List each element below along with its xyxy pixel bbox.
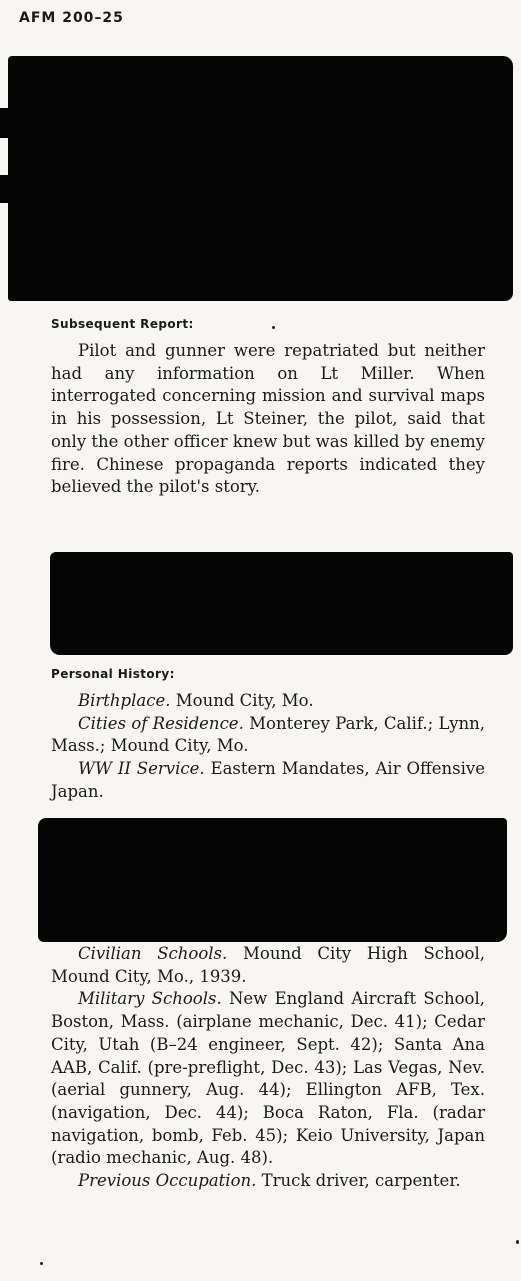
occupation-value: Truck driver, carpenter.: [261, 1171, 461, 1191]
section-label-subsequent-report: Subsequent Report:: [51, 317, 194, 331]
birthplace-value: Mound City, Mo.: [175, 691, 314, 710]
page-header: AFM 200–25: [19, 10, 124, 26]
cities-value: Monterey Park, Calif.; Lynn, Mass.; Mound City, Mo.: [51, 713, 486, 756]
civilian-term: Civilian Schools.: [78, 944, 228, 963]
military-value: New England Aircraft School, Boston, Mass. (airplane mechanic, Dec. 41); Cedar City, Utah (B–24 engineer, Sept. 42); Santa Ana AAB, Calif. (pre-preflight, Dec. 43); Las Vegas, Nev. (aerial gunnery, Aug. 44); Ellington AFB, Tex. (navigation, Dec. 44); Boca Raton, Fla. (radar navigation, bomb, Feb. 45); Keio University, Japan (radio mechanic, Aug. 48).: [51, 989, 485, 1168]
personal-history-bottom: [51, 943, 485, 1193]
occupation-entry: [51, 1170, 485, 1193]
military-schools-entry: [51, 988, 485, 1170]
civilian-schools-entry: [51, 943, 485, 988]
civilian-value: Mound City High School, Mound City, Mo., 1939.: [51, 944, 486, 986]
cities-term: Cities of Residence.: [78, 713, 244, 733]
subsequent-report-paragraph: Pilot and gunner were repatriated but neither had any information on Lt Miller. When interrogated concerning mission and survival maps in his possession, Lt Steiner, the pilot, said that only the other officer knew but was killed by enemy fire. Chinese propaganda reports indicated they believed the pilot's story.: [51, 341, 485, 497]
birthplace-entry: [51, 690, 485, 713]
redaction-block: [50, 552, 513, 655]
redaction-block: [8, 56, 513, 301]
occupation-term: Previous Occupation.: [78, 1171, 257, 1191]
subsequent-report-text: [51, 340, 485, 499]
birthplace-term: Birthplace.: [78, 691, 171, 710]
scan-speck: [516, 1240, 519, 1244]
redaction-edge: [0, 175, 16, 203]
cities-entry: [51, 713, 485, 758]
personal-history-top: [51, 690, 485, 804]
section-label-personal-history: Personal History:: [51, 667, 175, 681]
scan-speck: [272, 326, 275, 329]
redaction-edge: [0, 108, 20, 138]
scan-speck: [40, 1262, 43, 1265]
military-term: Military Schools.: [78, 989, 222, 1009]
redaction-block: [38, 818, 507, 942]
ww2-term: WW II Service.: [78, 759, 205, 779]
ww2-service-entry: [51, 758, 485, 803]
ww2-value: Eastern Mandates, Air Offensive Japan.: [51, 759, 485, 801]
